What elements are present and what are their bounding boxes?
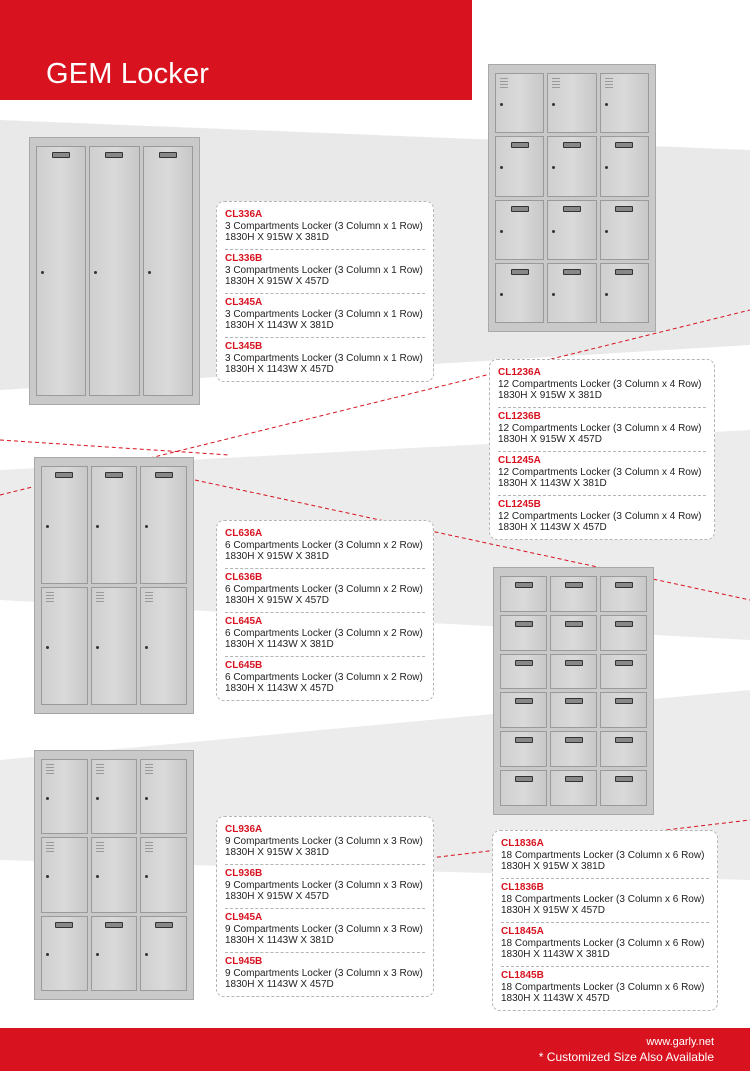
locker-door	[140, 759, 187, 834]
model-code: CL1236A	[498, 367, 541, 378]
model-size: 1830H X 915W X 457D	[225, 276, 329, 287]
locker-door	[600, 576, 647, 612]
model-code: CL945B	[225, 956, 263, 967]
model-size: 1830H X 1143W X 457D	[498, 522, 607, 533]
locker-door	[600, 200, 649, 260]
locker-door	[41, 587, 88, 705]
locker-door	[91, 587, 138, 705]
spec-item	[498, 408, 706, 452]
spec-item	[501, 967, 709, 1006]
spec-item	[225, 525, 425, 569]
model-description: 6 Compartments Locker (3 Column x 2 Row)	[225, 672, 423, 683]
model-description: 18 Compartments Locker (3 Column x 6 Row)	[501, 938, 705, 949]
model-description: 3 Compartments Locker (3 Column x 1 Row)	[225, 353, 423, 364]
spec-item	[225, 613, 425, 657]
spec-item	[225, 953, 425, 992]
locker-door	[91, 916, 138, 991]
locker-door	[500, 615, 547, 651]
spec-item	[225, 865, 425, 909]
model-size: 1830H X 1143W X 381D	[225, 935, 334, 946]
model-size: 1830H X 915W X 381D	[225, 232, 329, 243]
spec-item	[498, 496, 706, 535]
model-size: 1830H X 1143W X 381D	[225, 320, 334, 331]
locker-door	[41, 759, 88, 834]
model-code: CL1245B	[498, 499, 541, 510]
locker-door	[143, 146, 193, 396]
footer-note: * Customized Size Also Available	[538, 1050, 714, 1064]
locker-door	[140, 837, 187, 912]
model-code: CL1245A	[498, 455, 541, 466]
locker-door	[495, 73, 544, 133]
model-description: 18 Compartments Locker (3 Column x 6 Row)	[501, 894, 705, 905]
model-size: 1830H X 1143W X 381D	[501, 949, 610, 960]
locker-door	[547, 200, 596, 260]
model-description: 12 Compartments Locker (3 Column x 4 Row)	[498, 423, 702, 434]
model-size: 1830H X 1143W X 457D	[225, 979, 334, 990]
locker-door	[140, 587, 187, 705]
locker-door	[600, 731, 647, 767]
model-code: CL645B	[225, 660, 263, 671]
spec-box-3-compartment	[216, 201, 434, 382]
model-code: CL345A	[225, 297, 263, 308]
model-description: 9 Compartments Locker (3 Column x 3 Row)	[225, 968, 423, 979]
locker-door	[495, 136, 544, 196]
model-description: 12 Compartments Locker (3 Column x 4 Row)	[498, 467, 702, 478]
model-description: 6 Compartments Locker (3 Column x 2 Row)	[225, 628, 423, 639]
model-code: CL936A	[225, 824, 263, 835]
model-size: 1830H X 915W X 457D	[501, 905, 605, 916]
locker-door	[550, 576, 597, 612]
model-code: CL936B	[225, 868, 263, 879]
model-code: CL1236B	[498, 411, 541, 422]
locker-image-12-compartment	[488, 64, 656, 332]
locker-door	[547, 73, 596, 133]
model-size: 1830H X 915W X 381D	[225, 847, 329, 858]
model-description: 6 Compartments Locker (3 Column x 2 Row)	[225, 540, 423, 551]
locker-door	[41, 837, 88, 912]
spec-box-6-compartment	[216, 520, 434, 701]
model-description: 3 Compartments Locker (3 Column x 1 Row)	[225, 265, 423, 276]
model-description: 12 Compartments Locker (3 Column x 4 Row)	[498, 379, 702, 390]
locker-image-6-compartment	[34, 457, 194, 714]
locker-door	[600, 73, 649, 133]
locker-door	[500, 731, 547, 767]
locker-door	[495, 200, 544, 260]
page-title: GEM Locker	[46, 58, 210, 90]
footer-banner	[0, 1028, 750, 1071]
locker-door	[41, 916, 88, 991]
locker-door	[91, 759, 138, 834]
spec-item	[225, 294, 425, 338]
locker-door	[600, 770, 647, 806]
locker-door	[140, 916, 187, 991]
model-code: CL1836B	[501, 882, 544, 893]
locker-image-9-compartment	[34, 750, 194, 1000]
spec-box-9-compartment	[216, 816, 434, 997]
model-code: CL1845B	[501, 970, 544, 981]
model-code: CL945A	[225, 912, 263, 923]
locker-door	[600, 654, 647, 690]
model-code: CL1845A	[501, 926, 544, 937]
locker-door	[41, 466, 88, 584]
model-description: 18 Compartments Locker (3 Column x 6 Row)	[501, 982, 705, 993]
model-size: 1830H X 915W X 381D	[498, 390, 602, 401]
model-description: 9 Compartments Locker (3 Column x 3 Row)	[225, 836, 423, 847]
model-size: 1830H X 915W X 381D	[501, 861, 605, 872]
spec-item	[501, 923, 709, 967]
model-size: 1830H X 1143W X 457D	[501, 993, 610, 1004]
model-size: 1830H X 915W X 381D	[225, 551, 329, 562]
locker-door	[600, 136, 649, 196]
spec-item	[498, 452, 706, 496]
model-description: 3 Compartments Locker (3 Column x 1 Row)	[225, 309, 423, 320]
model-size: 1830H X 1143W X 381D	[498, 478, 607, 489]
locker-door	[550, 615, 597, 651]
model-code: CL345B	[225, 341, 263, 352]
locker-door	[550, 770, 597, 806]
locker-door	[547, 263, 596, 323]
spec-item	[501, 879, 709, 923]
spec-item	[498, 364, 706, 408]
locker-door	[550, 731, 597, 767]
locker-image-3-compartment	[29, 137, 200, 405]
spec-box-12-compartment	[489, 359, 715, 540]
website-link[interactable]: www.garly.net	[646, 1036, 714, 1048]
model-description: 3 Compartments Locker (3 Column x 1 Row)	[225, 221, 423, 232]
locker-door	[500, 654, 547, 690]
locker-door	[495, 263, 544, 323]
model-size: 1830H X 1143W X 457D	[225, 364, 334, 375]
spec-item	[225, 569, 425, 613]
locker-door	[500, 576, 547, 612]
header-banner	[0, 0, 472, 100]
model-size: 1830H X 915W X 457D	[225, 595, 329, 606]
model-description: 9 Compartments Locker (3 Column x 3 Row)	[225, 880, 423, 891]
model-size: 1830H X 1143W X 457D	[225, 683, 334, 694]
spec-item	[225, 250, 425, 294]
model-description: 18 Compartments Locker (3 Column x 6 Row)	[501, 850, 705, 861]
model-description: 12 Compartments Locker (3 Column x 4 Row)	[498, 511, 702, 522]
locker-door	[91, 466, 138, 584]
spec-item	[225, 909, 425, 953]
model-size: 1830H X 1143W X 381D	[225, 639, 334, 650]
model-code: CL336B	[225, 253, 263, 264]
model-size: 1830H X 915W X 457D	[498, 434, 602, 445]
locker-door	[91, 837, 138, 912]
spec-item	[501, 835, 709, 879]
model-description: 6 Compartments Locker (3 Column x 2 Row)	[225, 584, 423, 595]
locker-door	[600, 692, 647, 728]
locker-door	[600, 615, 647, 651]
locker-door	[547, 136, 596, 196]
locker-door	[500, 692, 547, 728]
model-code: CL636A	[225, 528, 263, 539]
spec-item	[225, 821, 425, 865]
locker-door	[140, 466, 187, 584]
spec-item	[225, 206, 425, 250]
locker-door	[36, 146, 86, 396]
model-code: CL645A	[225, 616, 263, 627]
model-size: 1830H X 915W X 457D	[225, 891, 329, 902]
model-code: CL336A	[225, 209, 263, 220]
spec-box-18-compartment	[492, 830, 718, 1011]
locker-image-18-compartment	[493, 567, 654, 815]
locker-door	[89, 146, 139, 396]
locker-door	[550, 654, 597, 690]
model-description: 9 Compartments Locker (3 Column x 3 Row)	[225, 924, 423, 935]
model-code: CL636B	[225, 572, 263, 583]
model-code: CL1836A	[501, 838, 544, 849]
locker-door	[550, 692, 597, 728]
spec-item	[225, 657, 425, 696]
spec-item	[225, 338, 425, 377]
locker-door	[500, 770, 547, 806]
locker-door	[600, 263, 649, 323]
